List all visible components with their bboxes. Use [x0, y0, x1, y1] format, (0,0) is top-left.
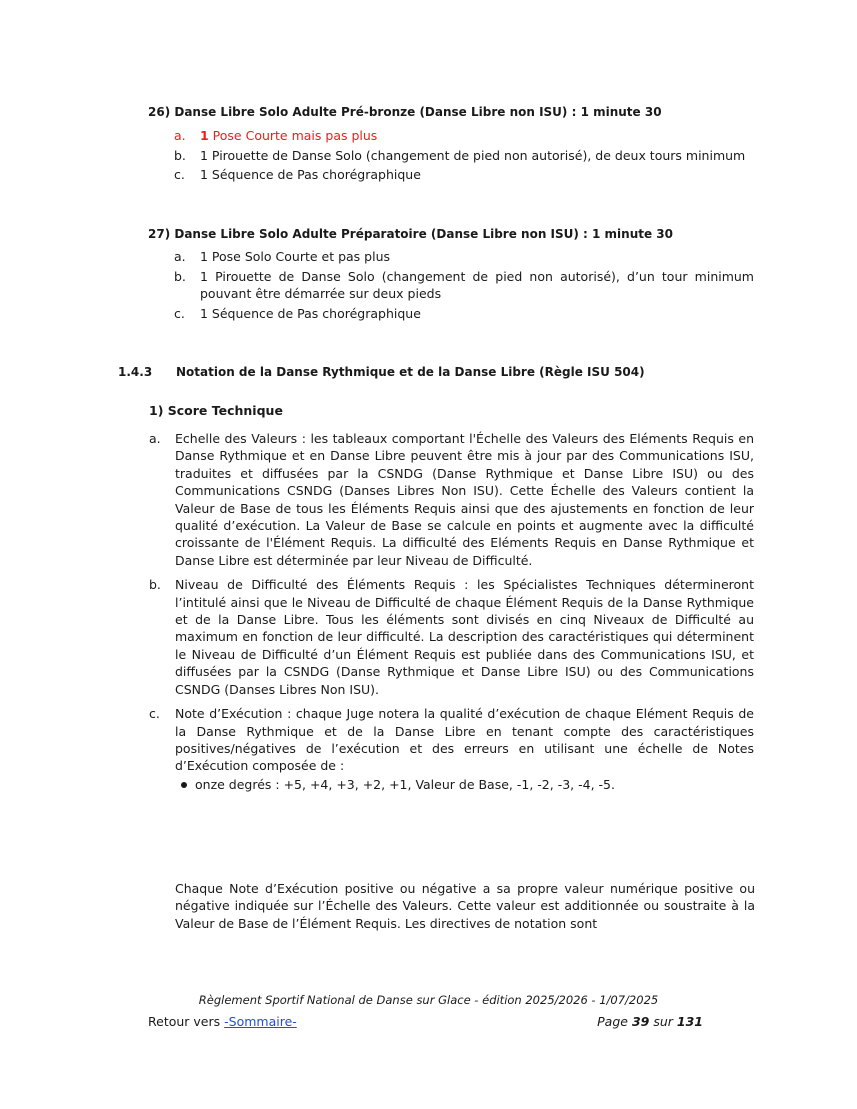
list-marker: b. — [174, 147, 186, 163]
page-number — [597, 1014, 703, 1030]
page-word: Page — [597, 1014, 628, 1029]
section-heading-1-4-3 — [118, 364, 778, 380]
total-pages: 131 — [676, 1014, 703, 1029]
heading-text: Notation de la Danse Rythmique et de la Danse Libre (Règle ISU 504) — [176, 365, 645, 379]
footer-document-title: Règlement Sportif National de Danse sur Glace - édition 2025/2026 - 1/07/2025 — [198, 993, 659, 1007]
list-item — [149, 576, 754, 698]
current-page: 39 — [631, 1014, 650, 1029]
bold-count: 1 — [200, 128, 209, 143]
list-item-text: Note d’Exécution : chaque Juge notera la qualité d’exécution de chaque Elément Requis de la Danse Rythmique et de la Danse Libre en tenant compte des caractéristiques positives/négatives de l’exécution et des erreurs en utilisant une échelle de Notes d’Exécution composée de : — [175, 706, 754, 774]
section-27-list — [174, 248, 754, 324]
back-prefix: Retour vers — [148, 1014, 225, 1029]
section-26-title: 26) Danse Libre Solo Adulte Pré-bronze (Danse Libre non ISU) : 1 minute 30 — [148, 105, 662, 119]
list-item-text: 1 Pirouette de Danse Solo (changement de pied non autorisé), d’un tour minimum pouvant être démarrée sur deux pieds — [200, 268, 754, 301]
summary-link[interactable]: -Sommaire- — [224, 1014, 297, 1029]
section-26-list — [174, 127, 754, 186]
list-marker: a. — [149, 431, 161, 446]
list-item-text: 1 Pirouette de Danse Solo (changement de pied non autorisé), de deux tours minimum — [200, 147, 746, 163]
list-marker: c. — [174, 167, 185, 182]
list-item-text: 1 Séquence de Pas chorégraphique — [200, 167, 421, 182]
list-marker: a. — [174, 249, 186, 264]
list-marker: c. — [174, 305, 185, 321]
list-item — [174, 166, 754, 184]
list-item — [174, 248, 754, 266]
section-27-title: 27) Danse Libre Solo Adulte Préparatoire (Danse Libre non ISU) : 1 minute 30 — [148, 227, 674, 241]
list-item — [174, 127, 754, 145]
list-item-text: Echelle des Valeurs : les tableaux comportant l'Échelle des Valeurs des Eléments Requis en Danse Rythmique et en Danse Libre peuvent être mis à jour par des Communications ISU, traduites et diffusées par la CSNDG (Danse Rythmique et Danse Libre ISU) ou des Communications CSNDG (Danses Libres Non ISU). Cette Échelle des Valeurs contient la Valeur de Base de tous les Éléments Requis ainsi que des ajustements en fonction de leur qualité d’exécution. La Valeur de Base se calcule en points et augmente avec la difficulté croissante de l'Élément Requis. La difficulté des Eléments Requis en Danse Rythmique et Danse Libre est déterminée par leur Niveau de Difficulté. — [175, 431, 754, 568]
list-item-text: Niveau de Difficulté des Éléments Requis : les Spécialistes Techniques détermineront l’intitulé ainsi que le Niveau de Difficulté de chaque Élément Requis de la Danse Rythmique et de la Danse Libre. Tous les éléments sont divisés en cinq Niveaux de Difficulté au maximum en fonction de leur difficulté. La description des caractéristiques qui déterminent le Niveau de Difficulté d’un Élément Requis est publiée dans des Communications ISU, et diffusées par la CSNDG (Danse Rythmique et Danse Libre ISU) ou des Communications CSNDG (Danses Libres Non ISU). — [175, 577, 754, 697]
sur-word: sur — [653, 1014, 673, 1029]
list-marker: b. — [149, 577, 161, 593]
list-item-text: 1 Pose Solo Courte et pas plus — [200, 249, 391, 264]
bullet-item: onze degrés : +5, +4, +3, +2, +1, Valeur de Base, -1, -2, -3, -4, -5. — [175, 776, 754, 793]
continuation-paragraph: Chaque Note d’Exécution positive ou négative a sa propre valeur numérique positive ou négative indiquée sur l’Échelle des Valeurs. Cette valeur est additionnée ou soustraite à la Valeur de Base de l’Élément Requis. Les directives de notation sont — [175, 881, 755, 931]
back-to-summary — [148, 1014, 297, 1030]
score-list — [149, 430, 754, 800]
list-item — [149, 430, 754, 569]
list-item — [174, 268, 754, 303]
list-item-text: Pose Courte mais pas plus — [208, 128, 378, 143]
list-item-text: 1 Séquence de Pas chorégraphique — [200, 305, 421, 321]
subsection-heading: 1) Score Technique — [149, 403, 283, 418]
list-marker: b. — [174, 268, 186, 284]
list-item — [174, 147, 754, 165]
list-item — [174, 305, 754, 323]
list-item — [149, 705, 754, 793]
list-marker: c. — [149, 706, 160, 722]
list-marker: a. — [174, 128, 186, 143]
heading-number: 1.4.3 — [118, 365, 153, 379]
bullet-list — [175, 776, 754, 793]
